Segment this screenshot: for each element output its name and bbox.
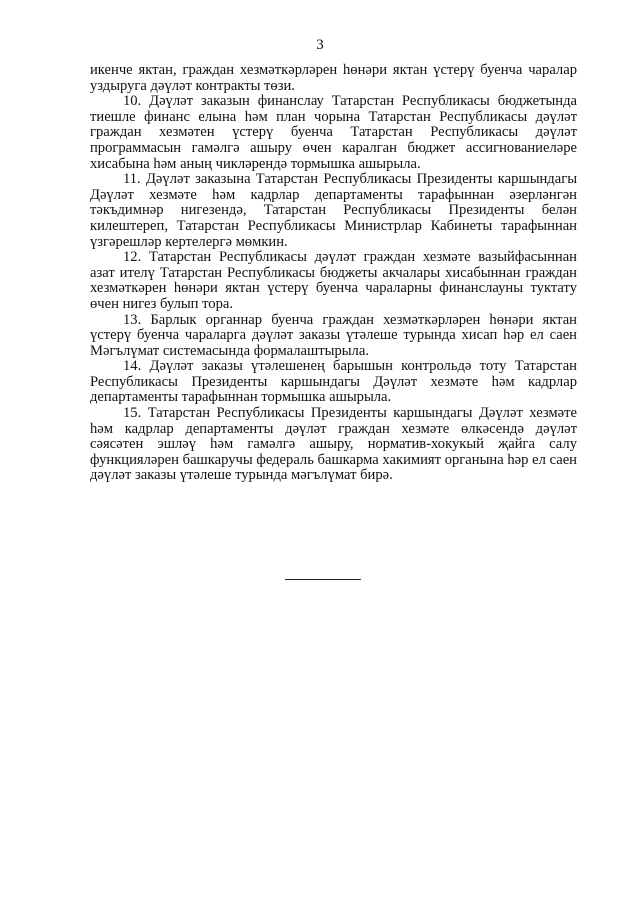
paragraph-12: 12. Татарстан Республикасы дәүләт граждан хезмәте вазыйфасыннан азат ителү Татарстан Республикасы бюджеты акчалары хисабыннан граждан хезмәткәрен һөнәри яктан үстерү буенча чараларны финанслауны туктату өчен нигез булып тора. <box>90 249 577 312</box>
paragraph-13: 13. Барлык органнар буенча граждан хезмәткәрләрен һөнәри яктан үстерү буенча чараларга дәүләт заказы үтәлеше турында хисап һәр ел саен Мәгълүмат системасында формалаштырыла. <box>90 311 577 359</box>
paragraph-11: 11. Дәүләт заказына Татарстан Республикасы Президенты каршындагы Дәүләт хезмәте һәм кадрлар департаменты тарафыннан әзерләнгән тәкъдимнәр нигезендә, Татарстан Республикасы Президенты белән килештереп, Татарстан Республикасы Министрлар Кабинеты тарафыннан үзгәрешләр кертелергә мөмкин. <box>90 171 577 250</box>
paragraph-10: 10. Дәүләт заказын финанслау Татарстан Республикасы бюджетында тиешле финанс елына һәм план чорына Татарстан Республикасы дәүләт граждан хезмәтен үстерү буенча Татарстан Республикасы дәүләт программасын гамәлгә ашыру өчен каралган бюджет ассигнованиеләре хисабына һәм аның чикләрендә тормышка ашырыла. <box>90 93 577 172</box>
end-separator-line <box>285 579 361 580</box>
document-body <box>90 63 577 484</box>
paragraph-continuation: икенче яктан, граждан хезмәткәрләрен һөнәри яктан үстерү буенча чаралар уздыруга дәүләт контракты төзи. <box>90 62 577 94</box>
page-number: 3 <box>316 37 324 53</box>
paragraph-14: 14. Дәүләт заказы үтәлешенең барышын контрольдә тоту Татарстан Республикасы Президенты каршындагы Дәүләт хезмәте һәм кадрлар департаменты тарафыннан тормышка ашырыла. <box>90 358 577 406</box>
paragraph-15: 15. Татарстан Республикасы Президенты каршындагы Дәүләт хезмәте һәм кадрлар департаменты дәүләт граждан хезмәте өлкәсендә дәүләт сәясәтен эшләү һәм гамәлгә ашыру, норматив-хокукый җайга салу функцияләрен башкаручы федераль башкарма хакимият органына һәр ел саен дәүләт заказы үтәлеше турында мәгълүмат бирә. <box>90 405 577 484</box>
